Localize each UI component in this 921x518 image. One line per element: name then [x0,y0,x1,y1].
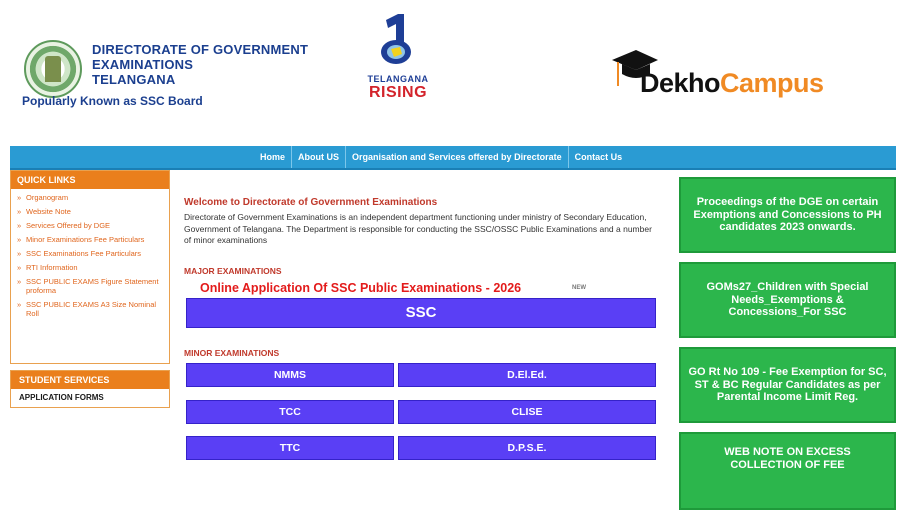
nav-items [254,146,628,168]
clise-button[interactable]: CLISE [398,400,656,424]
nav-contact-us[interactable]: Contact Us [568,146,629,168]
site-header [0,0,921,140]
rising-one-icon [376,14,412,66]
rising-text-line1: TELANGANA [367,74,429,84]
quick-link-services[interactable]: » Services Offered by DGE [17,221,165,230]
ttc-button[interactable]: TTC [186,436,394,460]
notice-text: GO Rt No 109 - Fee Exemption for SC, ST & BC Regular Candidates as per Parental Income Limit Reg. [688,366,887,404]
quick-link-nominal-roll[interactable]: » SSC PUBLIC EXAMS A3 Size Nominal Roll [17,300,165,318]
student-services-panel [10,370,170,408]
intro-paragraph: Directorate of Government Examinations is an independent department functioning under ministry of Secondary Education, Government of Telangana. The Department is responsible for conducting the SSC/OSSC Public Examinations and a number of minor examinations [184,212,652,245]
nav-home[interactable]: Home [260,152,286,162]
quick-link-website-note[interactable]: » Website Note [17,207,165,216]
major-exams-heading: MAJOR EXAMINATIONS [184,266,282,276]
new-badge: NEW [572,285,586,291]
quick-link-ssc-fee[interactable]: » SSC Examinations Fee Particulars [17,249,165,258]
notice-ph-exemptions[interactable] [679,177,896,253]
notice-text: GOMs27_Children with Special Needs_Exemptions & Concessions_For SSC [706,281,869,319]
quick-links-panel [10,170,170,364]
student-services-title: STUDENT SERVICES [11,371,169,389]
quick-link-minor-fee[interactable]: » Minor Examinations Fee Particulars [17,235,165,244]
dpse-button[interactable]: D.P.S.E. [398,436,656,460]
brand-wordmark [640,68,824,99]
deled-button[interactable]: D.El.Ed. [398,363,656,387]
dge-title[interactable] [92,42,332,87]
quick-links-title: QUICK LINKS [11,171,169,189]
notice-text: WEB NOTE ON EXCESS COLLECTION OF FEE [724,446,851,471]
quick-link-figure-statement[interactable]: » SSC PUBLIC EXAMS Figure Statement proforma [17,277,165,295]
telangana-emblem-icon [24,40,82,98]
dge-subtitle: Popularly Known as SSC Board [22,94,203,108]
welcome-heading: Welcome to Directorate of Government Examinations [184,197,438,208]
quick-links-list [11,189,169,318]
brand-part2: Campus [720,68,824,98]
dekhocampus-logo [610,46,870,106]
nmms-button[interactable]: NMMS [186,363,394,387]
minor-exams-heading: MINOR EXAMINATIONS [184,348,280,358]
quick-link-rti[interactable]: » RTI Information [17,263,165,272]
dge-title-line: EXAMINATIONS [92,57,194,72]
notice-excess-fee[interactable] [679,432,896,510]
notice-text: Proceedings of the DGE on certain Exemptions and Concessions to PH candidates 2023 onwards. [693,196,882,234]
tcc-button[interactable]: TCC [186,400,394,424]
rising-text-line2: RISING [368,84,428,101]
notice-go-rt-109[interactable] [679,347,896,423]
brand-part1: Dekho [640,68,721,98]
quick-link-organogram[interactable]: » Organogram [17,193,165,202]
main-nav [10,146,896,170]
telangana-rising-logo [358,14,438,101]
online-application-link[interactable]: Online Application Of SSC Public Examinations - 2026 [200,281,522,295]
ssc-button[interactable]: SSC [186,298,656,328]
nav-organisation[interactable]: Organisation and Services offered by Directorate [345,146,568,168]
nav-about-us[interactable]: About US [291,146,345,168]
application-forms-link[interactable]: APPLICATION FORMS [19,393,104,402]
notice-goms27[interactable] [679,262,896,338]
dge-title-line: DIRECTORATE OF GOVERNMENT [92,42,309,57]
dge-title-line: TELANGANA [92,72,176,87]
